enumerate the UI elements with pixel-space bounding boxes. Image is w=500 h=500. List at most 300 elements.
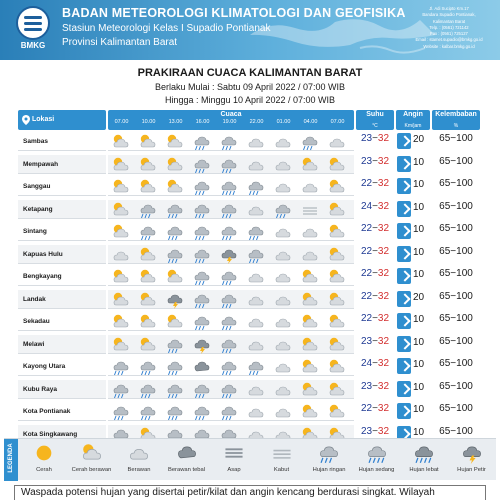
temp-max: 32 (377, 223, 390, 234)
weather-icons (108, 290, 354, 309)
wind-speed: 10 (413, 224, 425, 235)
cloudy-icon (301, 246, 319, 262)
light-rain-icon (193, 381, 211, 397)
wind-direction-icon (397, 358, 411, 374)
weather-icons (108, 200, 354, 219)
partly-cloudy-icon (166, 133, 184, 149)
cloudy-icon (128, 442, 150, 464)
time-label: 16.00 (195, 119, 210, 125)
moderate-rain-icon (366, 442, 388, 464)
partly-cloudy-icon (112, 133, 130, 149)
temperature: 22−32 (360, 268, 390, 279)
cloudy-icon (247, 291, 265, 307)
light-rain-icon (220, 381, 238, 397)
partly-cloudy-icon (112, 268, 130, 284)
moderate-rain-icon (220, 178, 238, 194)
wind-speed: 10 (413, 179, 425, 190)
light-rain-icon (220, 358, 238, 374)
weather-icons (108, 132, 354, 151)
humidity: 65−100 (439, 335, 473, 347)
legend-item (117, 442, 161, 480)
wind-direction-icon (397, 156, 411, 172)
location-name: Sekadau (18, 312, 106, 331)
legend-label: Asap (227, 467, 241, 473)
temperature: 22−32 (360, 178, 390, 189)
legend-label: Berawan (127, 467, 151, 473)
temperature: 22−32 (360, 403, 390, 414)
temp-max: 32 (377, 133, 390, 144)
cloudy-icon (274, 223, 292, 239)
header-banner (0, 0, 500, 60)
wind-speed: 10 (413, 246, 425, 258)
temp-min: 22 (360, 245, 373, 257)
partly-cloudy-icon (301, 291, 319, 307)
legend-label: Cerah berawan (71, 467, 112, 473)
humidity: 65−100 (439, 425, 473, 437)
light-rain-icon (193, 223, 211, 239)
legend-item (70, 442, 114, 480)
partly-cloudy-icon (166, 313, 184, 329)
wind (396, 380, 430, 399)
cloudy-icon (328, 133, 346, 149)
legend-label: Kabut (273, 467, 290, 473)
table-row (18, 288, 480, 311)
location-name: Mempawah (18, 155, 106, 174)
time-label: 10.00 (141, 119, 156, 125)
legend-label: Hujan lebat (409, 467, 439, 473)
wind (396, 177, 430, 196)
weather-icons (108, 380, 354, 399)
time-label: 19.00 (222, 119, 237, 125)
wind-speed: 10 (413, 404, 425, 415)
wind-direction-icon (397, 268, 411, 284)
fog-icon (271, 442, 293, 464)
partly-cloudy-icon (139, 268, 157, 284)
table-row (18, 175, 480, 198)
cloudy-icon (274, 178, 292, 194)
partly-cloudy-icon (301, 381, 319, 397)
forecast-table (18, 110, 480, 445)
wind (396, 222, 430, 241)
temperature: 24−32 (360, 200, 390, 212)
table-row (18, 310, 480, 333)
cloudy-icon (112, 246, 130, 262)
partly-cloudy-icon (328, 201, 346, 217)
wind-direction-icon (397, 178, 411, 194)
thunderstorm-icon (220, 246, 238, 262)
partly-cloudy-icon (139, 133, 157, 149)
partly-cloudy-icon (166, 268, 184, 284)
light-rain-icon (166, 403, 184, 419)
table-row (18, 220, 480, 243)
province-name: Provinsi Kalimantan Barat (62, 37, 178, 48)
legend-item (307, 442, 351, 480)
location-name: Bengkayang (18, 267, 106, 286)
partly-cloudy-icon (112, 313, 130, 329)
partly-cloudy-icon (112, 201, 130, 217)
light-rain-icon (220, 201, 238, 217)
legend-label: Hujan Petir (457, 467, 486, 473)
light-rain-icon (112, 358, 130, 374)
legend-item (402, 442, 446, 480)
legend-label: Hujan ringan (312, 467, 346, 473)
light-rain-icon (112, 381, 130, 397)
column-angin: Angin Km/jam (396, 110, 430, 130)
wind-speed: 10 (413, 156, 425, 168)
cloudy-icon (274, 268, 292, 284)
wind-speed: 10 (413, 359, 425, 370)
partly-cloudy-icon (301, 358, 319, 374)
partly-cloudy-icon (112, 156, 130, 172)
light-rain-icon (220, 156, 238, 172)
light-rain-icon (193, 133, 211, 149)
partly-cloudy-icon (301, 156, 319, 172)
light-rain-icon (193, 156, 211, 172)
wind (396, 267, 430, 286)
temp-min: 23 (360, 155, 373, 167)
cloudy-icon (247, 133, 265, 149)
legend-item (260, 442, 304, 480)
station-name: Stasiun Meteorologi Kelas I Supadio Pontianak (62, 23, 271, 34)
temperature: 23−32 (360, 155, 390, 167)
weather-icons (108, 222, 354, 241)
temp-min: 24 (360, 358, 373, 369)
cloudy-icon (274, 133, 292, 149)
fog-icon (301, 201, 319, 217)
light-rain-icon (193, 246, 211, 262)
location-name: Kota Pontianak (18, 402, 106, 421)
wind (396, 245, 430, 264)
humidity: 65−100 (439, 403, 473, 414)
wind-speed: 10 (413, 381, 425, 393)
cloudy-icon (274, 313, 292, 329)
weather-icons (108, 402, 354, 421)
thunderstorm-icon (461, 442, 483, 464)
temp-max: 32 (377, 290, 390, 302)
legend-label: Hujan sedang (358, 467, 395, 473)
warning-footer: Waspada potensi hujan yang disertai petir/kilat dan angin kencang berdurasi singkat. Wilayah (14, 485, 486, 500)
bmkg-logo: BMKG (10, 6, 56, 52)
wind-direction-icon (397, 313, 411, 329)
location-pin-icon (22, 115, 30, 125)
contact-address: Jl. Adi Sucipto Km.17 Bandara Supadio Pontianak, Kalimantan Barat Telp. : (0561) 721142 Fax : (0561) 725127 Email : stamet.supadio@bmkg.go.id Website : kalbar.bmkg.go.id (415, 6, 483, 49)
light-rain-icon (193, 291, 211, 307)
cloudy-icon (274, 291, 292, 307)
partly-cloudy-icon (301, 336, 319, 352)
light-rain-icon (274, 201, 292, 217)
cloudy-icon (247, 403, 265, 419)
temp-min: 22 (360, 403, 373, 414)
legend-tag: LEGENDA (4, 439, 18, 481)
humidity: 65−100 (439, 223, 473, 234)
thunderstorm-icon (193, 336, 211, 352)
temperature: 22−32 (360, 245, 390, 257)
partly-cloudy-icon (139, 246, 157, 262)
cloudy-icon (247, 268, 265, 284)
light-rain-icon (139, 403, 157, 419)
cloudy-icon (247, 381, 265, 397)
time-label: 01.00 (276, 119, 291, 125)
thunderstorm-icon (166, 291, 184, 307)
cloudy-icon (274, 246, 292, 262)
light-rain-icon (193, 313, 211, 329)
temp-max: 32 (377, 403, 390, 414)
light-rain-icon (139, 358, 157, 374)
weather-icons (108, 267, 354, 286)
wind (396, 312, 430, 331)
temp-max: 32 (377, 380, 390, 392)
partly-cloudy-icon (112, 178, 130, 194)
partly-cloudy-icon (139, 336, 157, 352)
time-label: 07.00 (330, 119, 345, 125)
overcast-icon (176, 442, 198, 464)
temperature: 22−32 (360, 290, 390, 302)
wind-direction-icon (397, 223, 411, 239)
light-rain-icon (220, 336, 238, 352)
temperature: 23−32 (360, 335, 390, 347)
light-rain-icon (220, 133, 238, 149)
wind-direction-icon (397, 133, 411, 149)
humidity: 65−100 (439, 155, 473, 167)
temp-min: 23 (360, 133, 373, 144)
table-row (18, 378, 480, 401)
haze-icon (223, 442, 245, 464)
wind-direction-icon (397, 246, 411, 262)
partly-cloudy-icon (139, 291, 157, 307)
column-kelembaban: Kelembaban % (432, 110, 480, 130)
partly-cloudy-icon (328, 223, 346, 239)
cloudy-icon (274, 358, 292, 374)
location-name: Landak (18, 290, 106, 309)
column-suhu: Suhu °C (356, 110, 394, 130)
location-name: Kayong Utara (18, 357, 106, 376)
table-row (18, 153, 480, 176)
light-rain-icon (193, 201, 211, 217)
table-row (18, 243, 480, 266)
wind (396, 200, 430, 219)
light-rain-icon (247, 178, 265, 194)
time-labels (108, 119, 354, 129)
wind-direction-icon (397, 291, 411, 307)
light-rain-icon (220, 268, 238, 284)
wind-speed: 10 (413, 201, 425, 213)
light-rain-icon (193, 403, 211, 419)
partly-cloudy-icon (328, 246, 346, 262)
partly-cloudy-icon (328, 403, 346, 419)
humidity: 65−100 (439, 290, 473, 302)
legend-item (450, 442, 494, 480)
temp-max: 32 (377, 335, 390, 347)
light-rain-icon (318, 442, 340, 464)
wind-speed: 20 (413, 134, 425, 145)
table-row (18, 355, 480, 378)
temp-max: 32 (377, 245, 390, 257)
light-rain-icon (166, 246, 184, 262)
humidity: 65−100 (439, 178, 473, 189)
temperature: 23−32 (360, 425, 390, 437)
valid-from: Berlaku Mulai : Sabtu 09 April 2022 / 07:00 WIB (154, 82, 346, 92)
wind (396, 132, 430, 151)
table-row (18, 400, 480, 423)
cloudy-icon (247, 156, 265, 172)
location-name: Ketapang (18, 200, 106, 219)
wind (396, 290, 430, 309)
partly-cloudy-icon (328, 291, 346, 307)
partly-cloudy-icon (112, 336, 130, 352)
temp-min: 23 (360, 380, 373, 392)
cloudy-icon (274, 156, 292, 172)
partly-cloudy-icon (328, 336, 346, 352)
wind (396, 335, 430, 354)
partly-cloudy-icon (301, 268, 319, 284)
partly-cloudy-icon (328, 381, 346, 397)
partly-cloudy-icon (301, 403, 319, 419)
light-rain-icon (166, 201, 184, 217)
light-rain-icon (220, 291, 238, 307)
location-name: Sanggau (18, 177, 106, 196)
partly-cloudy-icon (328, 313, 346, 329)
light-rain-icon (166, 381, 184, 397)
table-header (18, 110, 480, 130)
weather-icons (108, 357, 354, 376)
temp-min: 22 (360, 290, 373, 302)
partly-cloudy-icon (112, 223, 130, 239)
light-rain-icon (220, 223, 238, 239)
light-rain-icon (247, 358, 265, 374)
temp-max: 32 (377, 358, 390, 369)
temp-min: 22 (360, 313, 373, 324)
temp-min: 23 (360, 425, 373, 437)
cloudy-icon (301, 223, 319, 239)
light-rain-icon (166, 223, 184, 239)
weather-icons (108, 155, 354, 174)
table-row (18, 265, 480, 288)
time-label: 04.00 (303, 119, 318, 125)
wind (396, 402, 430, 421)
temperature: 24−32 (360, 358, 390, 369)
legend-item (165, 442, 209, 480)
temp-max: 32 (377, 425, 390, 437)
temp-max: 32 (377, 200, 390, 212)
temp-min: 22 (360, 223, 373, 234)
location-name: Kubu Raya (18, 380, 106, 399)
page-title: PRAKIRAAN CUACA KALIMANTAN BARAT (137, 67, 363, 79)
light-rain-icon (220, 403, 238, 419)
cloudy-icon (274, 403, 292, 419)
humidity: 65−100 (439, 313, 473, 324)
cloudy-icon (247, 313, 265, 329)
light-rain-icon (139, 201, 157, 217)
cloudy-icon (301, 178, 319, 194)
light-rain-icon (220, 313, 238, 329)
light-rain-icon (166, 336, 184, 352)
light-rain-icon (166, 358, 184, 374)
humidity: 65−100 (439, 133, 473, 144)
partly-cloudy-icon (328, 178, 346, 194)
light-rain-icon (139, 381, 157, 397)
legend-label: Berawan tebal (167, 467, 206, 473)
humidity: 65−100 (439, 380, 473, 392)
light-rain-icon (301, 133, 319, 149)
light-rain-icon (193, 178, 211, 194)
time-label: 13.00 (168, 119, 183, 125)
table-row (18, 198, 480, 221)
location-name: Kota Singkawang (18, 425, 106, 444)
column-cuaca: Cuaca 07.00 10.00 13.00 16.00 19.00 22.00 01.00 04.00 07.00 (108, 110, 354, 130)
cloudy-icon (274, 381, 292, 397)
location-name: Sintang (18, 222, 106, 241)
time-label: 07.00 (114, 119, 129, 125)
light-rain-icon (247, 246, 265, 262)
wind-speed: 10 (413, 426, 425, 438)
weather-icons (108, 245, 354, 264)
temp-min: 24 (360, 200, 373, 212)
agency-name: BADAN METEOROLOGI KLIMATOLOGI DAN GEOFISIKA (62, 6, 406, 20)
heavy-rain-icon (413, 442, 435, 464)
legend-item (355, 442, 399, 480)
humidity: 65−100 (439, 245, 473, 257)
temp-min: 23 (360, 335, 373, 347)
partly-cloudy-icon (81, 442, 103, 464)
wind (396, 357, 430, 376)
column-lokasi: Lokasi (18, 110, 106, 130)
partly-cloudy-icon (166, 156, 184, 172)
cloudy-icon (247, 201, 265, 217)
partly-cloudy-icon (328, 156, 346, 172)
temp-max: 32 (377, 313, 390, 324)
light-rain-icon (139, 223, 157, 239)
table-body (18, 130, 480, 445)
wind-speed: 10 (413, 269, 425, 280)
wind (396, 155, 430, 174)
partly-cloudy-icon (328, 268, 346, 284)
table-row (18, 130, 480, 153)
legend-item (212, 442, 256, 480)
partly-cloudy-icon (166, 178, 184, 194)
location-name: Kapuas Hulu (18, 245, 106, 264)
weather-icons (108, 177, 354, 196)
location-name: Sambas (18, 132, 106, 151)
humidity: 65−100 (439, 268, 473, 279)
wind-speed: 10 (413, 336, 425, 348)
legend-label: Cerah (36, 467, 52, 473)
weather-icons (108, 335, 354, 354)
temp-max: 32 (377, 178, 390, 189)
time-label: 22.00 (249, 119, 264, 125)
partly-cloudy-icon (139, 178, 157, 194)
table-row (18, 333, 480, 356)
temperature: 22−32 (360, 223, 390, 234)
wind-direction-icon (397, 403, 411, 419)
legend (4, 438, 496, 480)
weather-icons (108, 312, 354, 331)
valid-to: Hingga : Minggu 10 April 2022 / 07:00 WIB (164, 95, 336, 105)
partly-cloudy-icon (139, 156, 157, 172)
temperature: 23−32 (360, 133, 390, 144)
cloudy-icon (274, 336, 292, 352)
temperature: 23−32 (360, 380, 390, 392)
overcast-icon (193, 358, 211, 374)
temp-min: 22 (360, 178, 373, 189)
wind-direction-icon (397, 201, 411, 217)
location-name: Melawi (18, 335, 106, 354)
partly-cloudy-icon (139, 313, 157, 329)
cloudy-icon (247, 336, 265, 352)
temp-max: 32 (377, 155, 390, 167)
temperature: 22−32 (360, 313, 390, 324)
partly-cloudy-icon (301, 313, 319, 329)
wind-direction-icon (397, 336, 411, 352)
